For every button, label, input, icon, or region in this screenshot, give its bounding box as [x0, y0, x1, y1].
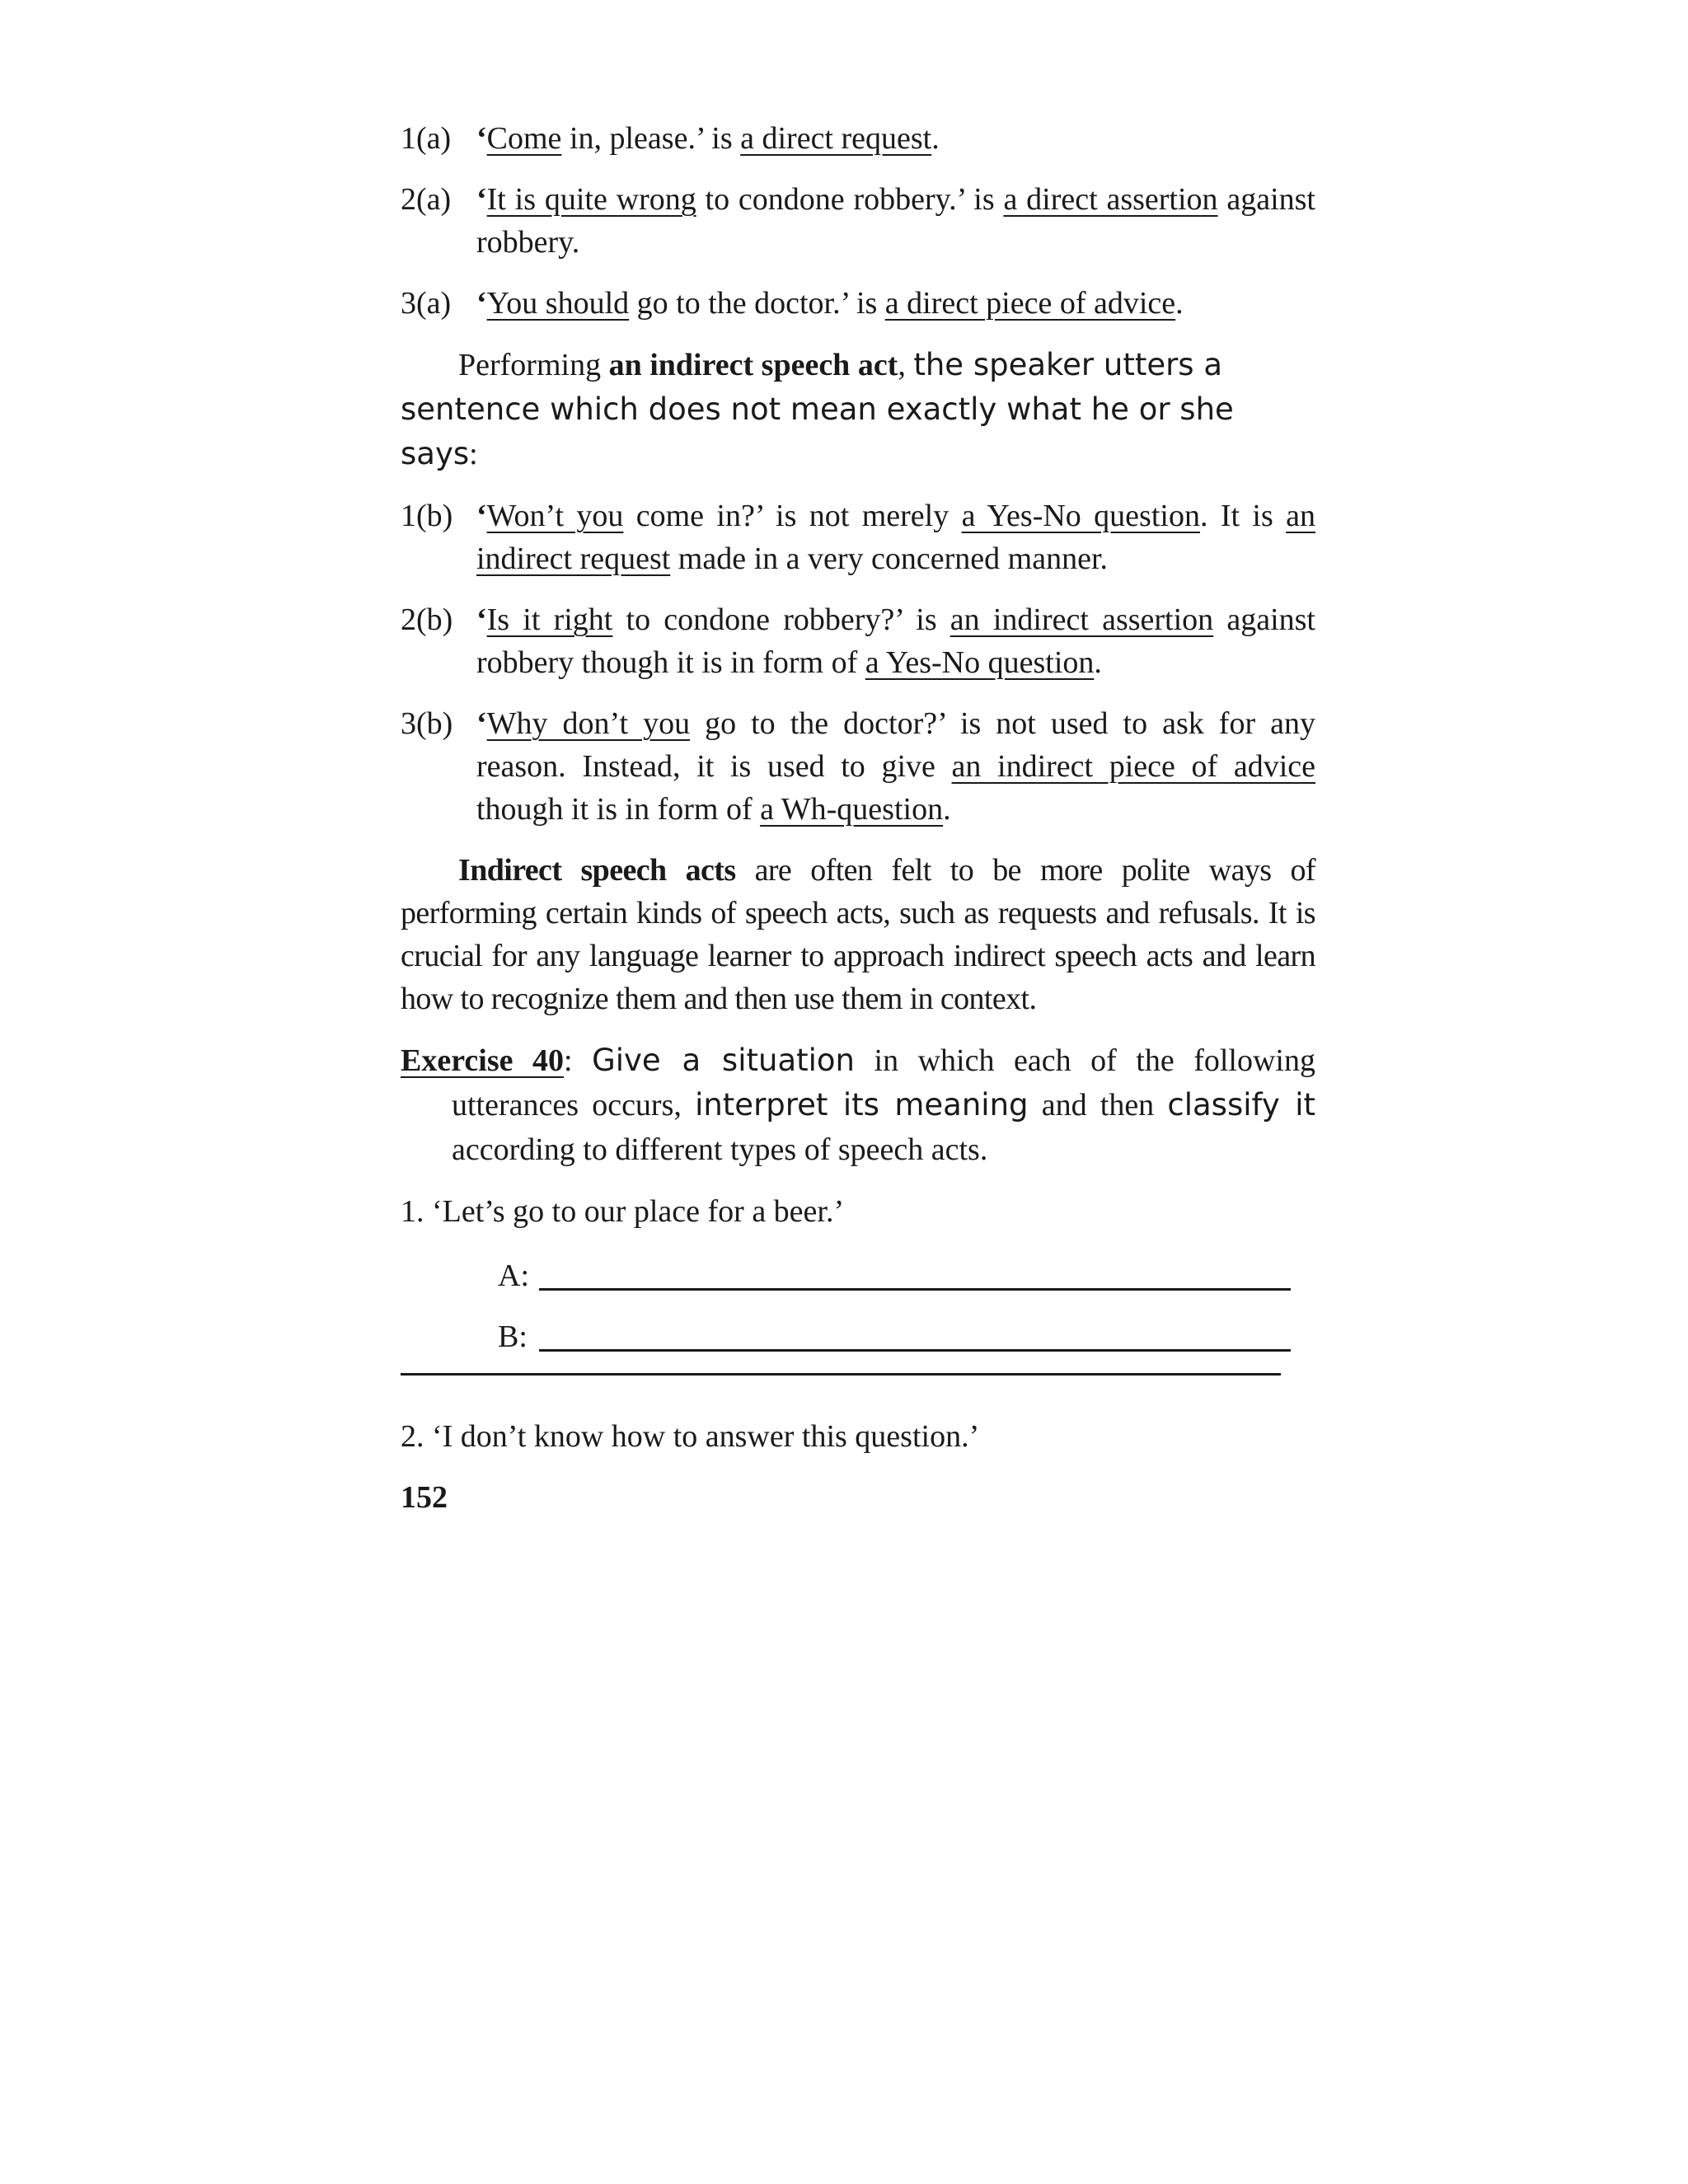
underlined-phrase: Why don’t you	[486, 706, 691, 741]
example-2b	[401, 598, 1315, 684]
speech-act-type: a direct assertion	[1003, 182, 1218, 217]
speech-act-type: a Wh-question	[760, 792, 944, 827]
example-number: 3(b)	[401, 706, 453, 741]
quote-mark: ‘	[476, 602, 487, 637]
speech-act-type: a direct piece of advice	[884, 286, 1176, 321]
answer-full-line[interactable]	[401, 1373, 1281, 1376]
example-text: .	[943, 792, 951, 827]
intro-definition: the speaker utters a sentence which does not mean exactly what he or she says	[401, 347, 1234, 471]
example-1a	[401, 117, 1315, 160]
example-text: .	[1094, 645, 1102, 680]
exercise-instruction	[401, 1038, 1315, 1172]
underlined-phrase: Won’t you	[486, 499, 624, 533]
example-text: against robbery though it is in form of	[476, 602, 1315, 680]
example-2a	[401, 178, 1315, 264]
quote-mark: ‘	[476, 121, 487, 156]
example-text: to condone robbery.’ is	[696, 182, 1004, 217]
speech-act-type: a direct request	[740, 121, 932, 156]
answer-row-a	[401, 1251, 1315, 1297]
underlined-phrase: Is it right	[486, 602, 613, 637]
question-1: 1. ‘Let’s go to our place for a beer.’	[401, 1194, 845, 1229]
quote-mark: ‘	[476, 706, 487, 741]
intro-end: :	[469, 437, 478, 471]
example-text: go to the doctor.’ is	[629, 286, 885, 321]
example-text: . It is	[1199, 499, 1287, 533]
example-number: 1(a)	[401, 121, 452, 156]
quote-mark: ‘	[476, 286, 487, 321]
exercise-emphasis: interpret its meaning	[695, 1087, 1029, 1122]
speech-act-type: a Yes-No question	[961, 499, 1200, 533]
speech-act-type: an indirect request	[476, 499, 1316, 576]
example-text: though it is in form of	[476, 792, 761, 827]
intro-lead: Performing	[458, 348, 609, 382]
example-text: in, please.’ is	[561, 121, 741, 156]
example-text: go to the doctor?’ is not used to ask for any reason. Instead, it is used to give	[476, 706, 1315, 784]
underlined-phrase: It is quite wrong	[486, 182, 696, 217]
exercise-text: in which each of the following utterances occurs,	[452, 1043, 1315, 1122]
answer-blank-line[interactable]	[539, 1349, 1291, 1352]
example-tail: .	[1175, 286, 1184, 321]
example-tail: .	[931, 121, 940, 156]
politeness-paragraph	[401, 849, 1315, 1020]
exercise-colon: :	[564, 1043, 593, 1078]
underlined-phrase: You should	[486, 286, 630, 321]
politeness-text: are often felt to be more polite ways of performing certain kinds of speech acts, such as requests and refusals. It is crucial for any language learner to approach indirect speech acts and learn how to recognize them and then use them in context.	[401, 853, 1315, 1016]
exercise-text: and then	[1028, 1088, 1168, 1122]
question-2: 2. ‘I don’t know how to answer this question.’	[401, 1419, 980, 1454]
example-1b	[401, 494, 1315, 580]
indirect-intro-paragraph	[401, 343, 1315, 476]
politeness-term: Indirect speech acts	[458, 853, 736, 888]
example-number: 1(b)	[401, 499, 453, 533]
exercise-emphasis: classify it	[1167, 1087, 1316, 1122]
example-text: to condone robbery?’ is	[612, 602, 950, 637]
example-3a	[401, 282, 1315, 325]
speech-act-type: an indirect assertion	[950, 602, 1214, 637]
page-number: 152	[401, 1480, 448, 1515]
quote-mark: ‘	[476, 182, 487, 217]
exercise-emphasis: Give a situation	[592, 1043, 855, 1078]
example-tail: against robbery.	[476, 182, 1315, 260]
intro-term: an indirect speech act	[608, 348, 898, 382]
answer-label: A:	[498, 1258, 529, 1293]
speech-act-type: a Yes-No question	[865, 645, 1095, 680]
example-number: 3(a)	[401, 286, 452, 321]
example-text: made in a very concerned manner.	[670, 541, 1108, 576]
intro-comma: ,	[898, 348, 914, 382]
underlined-phrase: Come	[486, 121, 562, 156]
textbook-page	[401, 117, 1315, 1519]
example-3b	[401, 702, 1315, 831]
speech-act-type: an indirect piece of advice	[951, 749, 1315, 784]
answer-blank-line[interactable]	[539, 1288, 1291, 1291]
example-text: come in?’ is not merely	[623, 499, 962, 533]
example-number: 2(b)	[401, 602, 453, 637]
answer-label: B:	[498, 1319, 528, 1354]
quote-mark: ‘	[476, 499, 487, 533]
answer-row-b	[401, 1312, 1315, 1358]
exercise-title: Exercise 40	[401, 1043, 564, 1078]
example-number: 2(a)	[401, 182, 452, 217]
exercise-text: according to different types of speech acts.	[452, 1132, 988, 1167]
